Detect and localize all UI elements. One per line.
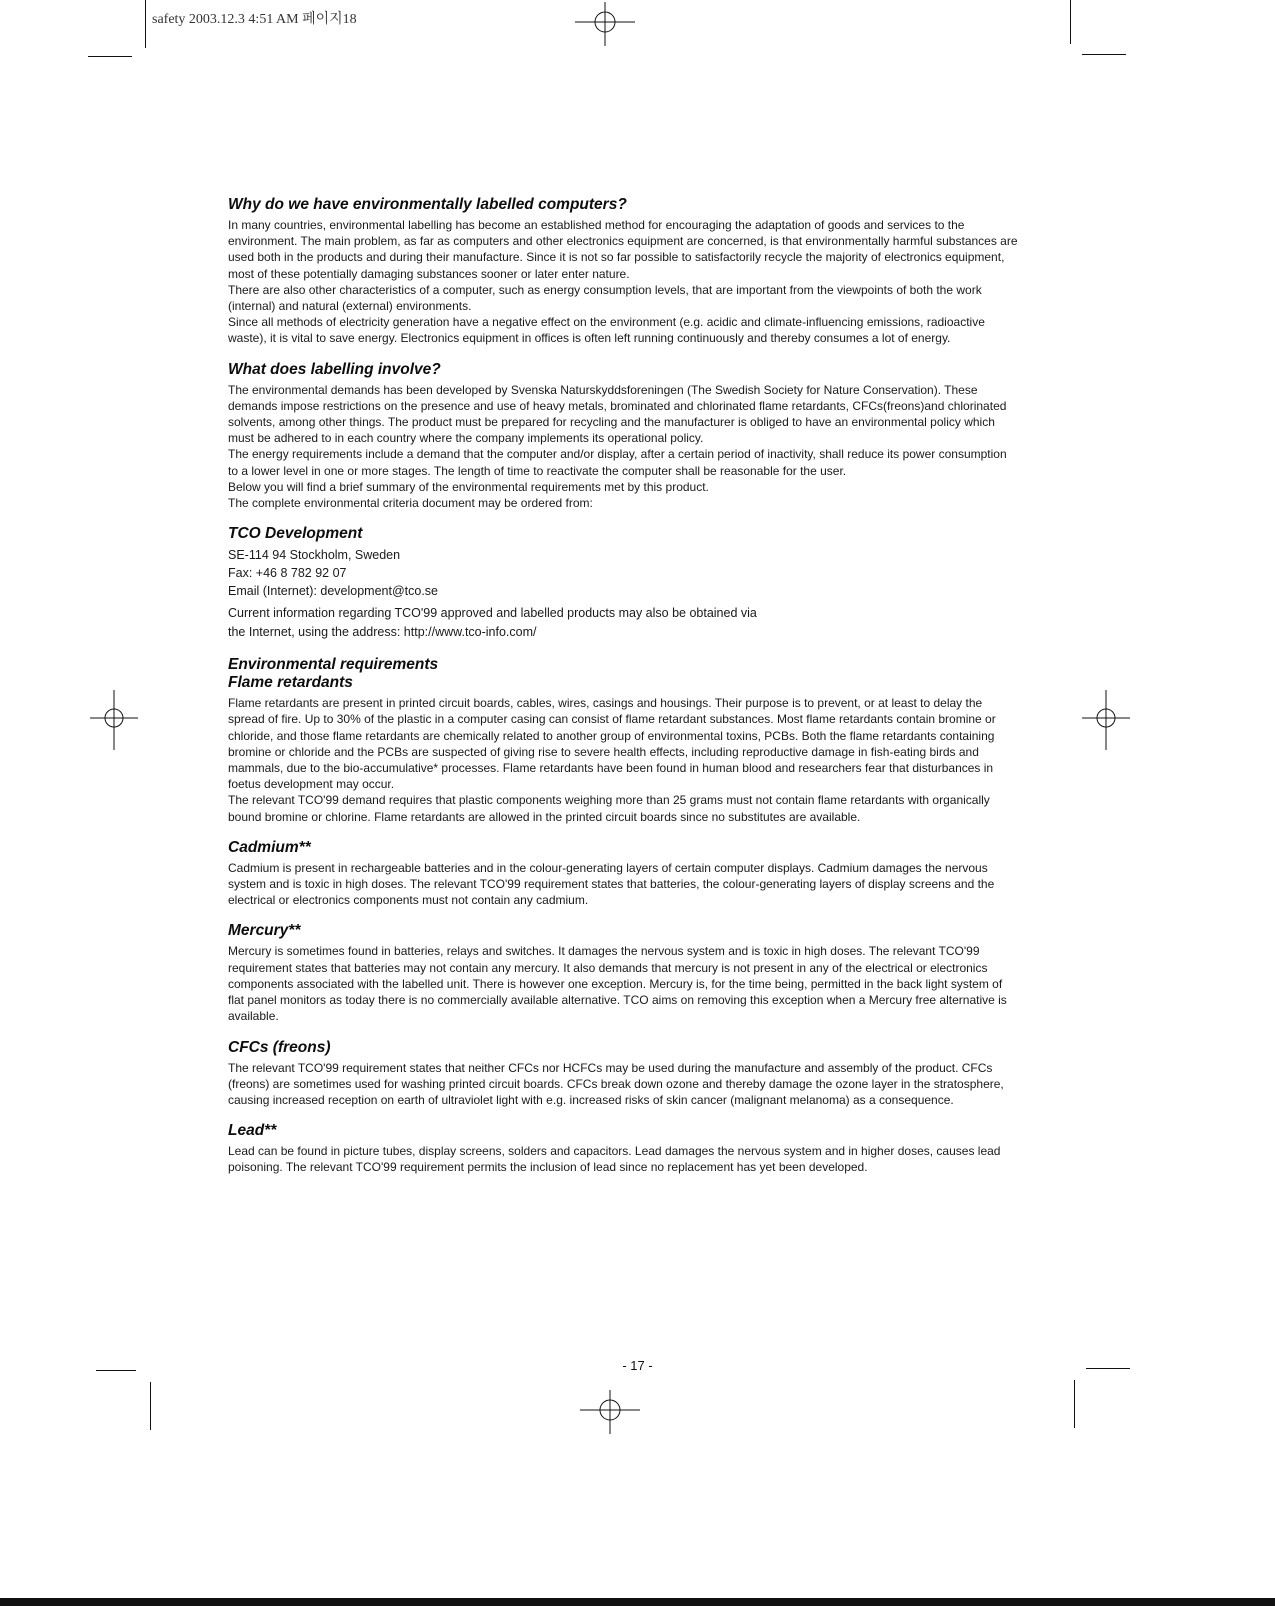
section-heading: What does labelling involve?: [228, 360, 441, 378]
crop-mark: [88, 56, 132, 57]
paragraph: Since all methods of electricity generation have a negative effect on the environment (e.g. acidic and climate-influencing emissions, radioactive waste), it is vital to save energy. Electronics equipment in offices is often left running continuously and thereby consumes a lot of energy.: [228, 315, 985, 346]
paragraph: Cadmium is present in rechargeable batteries and in the colour-generating layers of certain computer displays. Cadmium damages the nervous system and is toxic in high doses. The relevant TCO'99 requirement states that batteries, the colour-generating layers of display screens and the electrical or electronics components must not contain any cadmium.: [228, 860, 995, 908]
section-environmental-requirements: [228, 656, 1018, 825]
section-labelling: [228, 361, 1018, 512]
paragraph: The environmental demands has been developed by Svenska Naturskyddsforeningen (The Swedish Society for Nature Conservation). These demands impose restrictions on the presence and use of heavy metals, brominated and chlorinated flame retardants, CFCs(freons)and chlorinated solvents, among other things. The product must be prepared for recycling and the manufacturer is obliged to have an environmental policy which must be adhered to in each country where the company implements its operational policy.: [228, 382, 1007, 446]
crop-mark: [1074, 1380, 1075, 1428]
section-lead: [228, 1122, 1018, 1175]
paragraph: The relevant TCO'99 requirement states that neither CFCs nor HCFCs may be used during the manufacture and assembly of the product. CFCs (freons) are sometimes used for washing printed circuit boards. CFCs break down ozone and thereby damage the ozone layer in the stratosphere, causing increased reception on earth of ultraviolet light with e.g. increased risks of skin cancer (malignant melanoma) as a consequence.: [228, 1060, 1004, 1107]
paragraph: In many countries, environmental labelling has become an established method for encouraging the adaptation of goods and services to the environment. The main problem, as far as computers and other electronics equipment are concerned, is that environmentally harmful substances are used both in the products and during their manufacture. Since it is not so far possible to satisfactorily recycle the majority of electronics equipment, most of these potentially damaging substances sooner or later enter nature.: [228, 218, 1018, 281]
paragraph: Mercury is sometimes found in batteries, relays and switches. It damages the nervous system and is toxic in high doses. The relevant TCO'99 requirement states that batteries may not contain any mercury. It also demands that mercury is not present in any of the electrical or electronics components associated with the labelled unit. There is however one exception. Mercury is, for the time being, permitted in the back light system of flat panel monitors as today there is no commercially available alternative. TCO aims on removing this exception when a Mercury free alternative is available.: [228, 944, 1007, 1024]
note-line: the Internet, using the address: http://www.tco-info.com/: [228, 625, 537, 640]
section-subheading: Flame retardants: [228, 674, 353, 692]
registration-mark-icon: [580, 1390, 640, 1450]
paragraph: The relevant TCO'99 demand requires that plastic components weighing more than 25 grams must not contain flame retardants with organically bound bromine or chlorine. Flame retardants are allowed in the printed circuit boards since no substitutes are available.: [228, 793, 990, 824]
section-tco-development: [228, 525, 1018, 642]
print-slug: safety 2003.12.3 4:51 AM 페이지18: [152, 12, 357, 27]
fax-line: Fax: +46 8 782 92 07: [228, 566, 347, 581]
section-heading: CFCs (freons): [228, 1038, 331, 1056]
main-content: [228, 196, 1018, 1190]
crop-mark: [1070, 0, 1071, 44]
section-mercury: [228, 922, 1018, 1024]
registration-mark-icon: [84, 690, 144, 750]
paragraph: There are also other characteristics of a computer, such as energy consumption levels, that are important from the viewpoints of both the work (internal) and natural (external) environments.: [228, 282, 982, 314]
tco-note: [228, 604, 1018, 642]
paragraph: Flame retardants are present in printed circuit boards, cables, wires, casings and housings. Their purpose is to prevent, or at least to delay the spread of fire. Up to 30% of the plastic in a computer casing can consist of flame retardant substances. Most flame retardants contain bromine or chloride, and those flame retardants are chemically related to another group of environmental toxins, PCBs. Both the flame retardants containing bromine or chloride and the PCBs are suspected of giving rise to severe health effects, including reproductive damage in fish-eating birds and mammals, due to the bio-accumulative* processes. Flame retardants have been found in human blood and researchers fear that disturbances in foetus development may occur.: [228, 696, 996, 792]
section-cadmium: [228, 839, 1018, 909]
section-heading: Cadmium**: [228, 838, 311, 856]
paragraph: The complete environmental criteria document may be ordered from:: [228, 496, 593, 511]
bottom-border: [0, 1598, 1275, 1606]
section-heading: Why do we have environmentally labelled computers?: [228, 196, 627, 213]
section-heading: Environmental requirements: [228, 656, 439, 674]
paragraph: Below you will find a brief summary of the environmental requirements met by this product.: [228, 479, 709, 494]
email-line: Email (Internet): development@tco.se: [228, 584, 439, 599]
paragraph: Lead can be found in picture tubes, display screens, solders and capacitors. Lead damages the nervous system and in higher doses, causes lead poisoning. The relevant TCO'99 requirement permits the inclusion of lead since no replacement has yet been developed.: [228, 1144, 1001, 1175]
section-heading: TCO Development: [228, 525, 363, 543]
crop-mark: [150, 1382, 151, 1430]
section-heading: Mercury**: [228, 922, 301, 940]
section-why: [228, 196, 1018, 347]
paragraph: The energy requirements include a demand that the computer and/or display, after a certain period of inactivity, shall reduce its power consumption to a lower level in one or more stages. The length of time to reactivate the computer shall be reasonable for the user.: [228, 447, 1007, 478]
address-line: SE-114 94 Stockholm, Sweden: [228, 548, 401, 563]
registration-mark-icon: [575, 2, 635, 62]
note-line: Current information regarding TCO'99 approved and labelled products may also be obtained via: [228, 606, 757, 621]
registration-mark-icon: [1076, 690, 1136, 750]
section-heading: Lead**: [228, 1122, 277, 1140]
crop-mark: [1082, 54, 1126, 55]
section-cfcs: [228, 1039, 1018, 1109]
page-number: - 17 -: [622, 1358, 653, 1373]
crop-mark: [145, 0, 146, 48]
